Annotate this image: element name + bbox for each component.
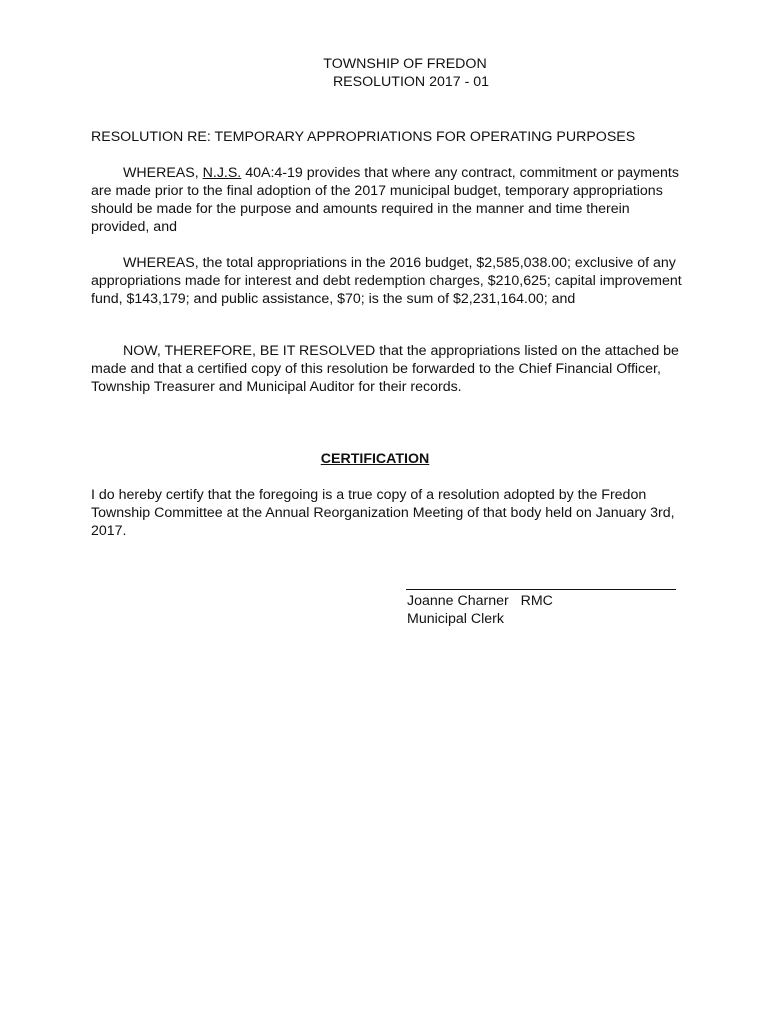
signature-line [406,589,676,590]
resolution-subject: RESOLUTION RE: TEMPORARY APPROPRIATIONS FOR OPERATING PURPOSES [91,129,636,145]
whereas-paragraph-1 [91,164,691,236]
signatory-name: Joanne Charner RMC [407,593,553,609]
township-name: TOWNSHIP OF FREDON [323,56,487,72]
certification-text: I do hereby certify that the foregoing is a true copy of a resolution adopted by the Fredon Township Committee at the Annual Reorganization Meeting of that body held on January 3rd, 2017. [91,487,675,539]
resolved-paragraph: NOW, THEREFORE, BE IT RESOLVED that the appropriations listed on the attached be made and that a certified copy of this resolution be forwarded to the Chief Financial Officer, Township Treasurer and Municipal Auditor for their records. [91,343,679,395]
whereas-prefix: WHEREAS, [123,165,203,181]
document-header [0,55,770,91]
whereas-paragraph-2: WHEREAS, the total appropriations in the 2016 budget, $2,585,038.00; exclusive of any appropriations made for interest and debt redemption charges, $210,625; capital improvement fund, $143,179; and public assistance, $70; is the sum of $2,231,164.00; and [91,255,682,307]
whereas-paragraph-1-text: 40A:4-19 provides that where any contract, commitment or payments are made prior to the final adoption of the 2017 municipal budget, temporary appropriations should be made for the purpose and amounts required in the manner and time therein provided, and [91,165,679,235]
signatory-title: Municipal Clerk [407,611,504,627]
certification-heading: CERTIFICATION [320,451,430,467]
resolution-number: RESOLUTION 2017 - 01 [332,74,490,90]
statute-reference: N.J.S. [202,165,242,181]
